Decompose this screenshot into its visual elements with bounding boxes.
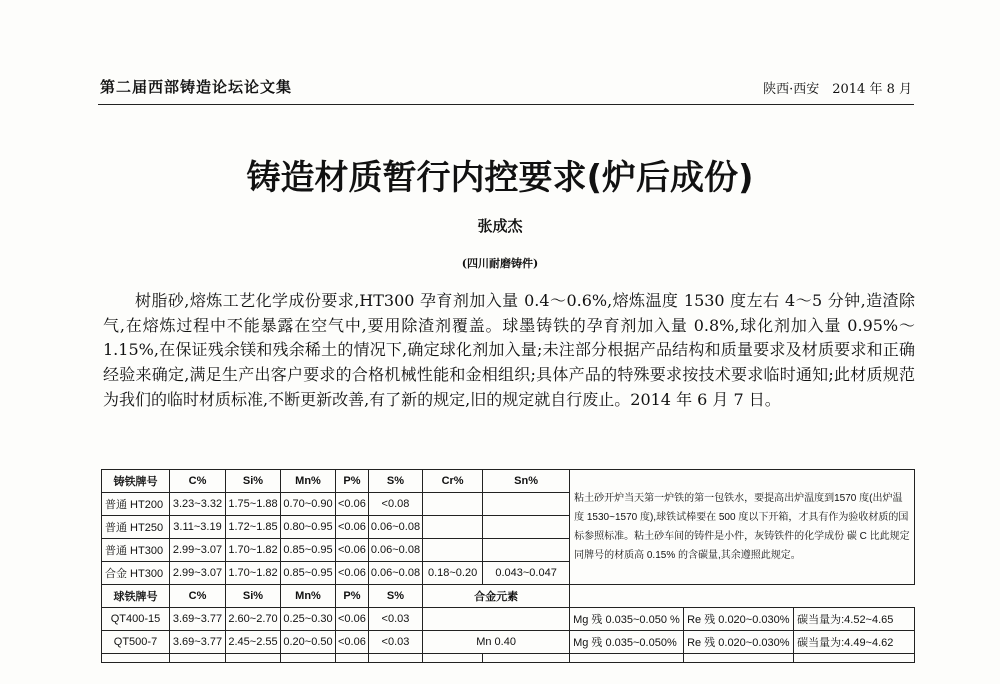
ductile-iron-grade: QT500-7 [102,631,170,654]
gray-iron-value: 2.99~3.07 [170,539,226,562]
alloy-elements [423,608,570,631]
header-rule [98,104,914,105]
cut-cell [226,654,281,663]
location-date: 陕西·西安 2014 年 8 月 [763,82,912,97]
residual-re: Re 残 0.020~0.030% [684,608,794,631]
cut-cell [368,654,422,663]
gray-iron-value: 1.70~1.82 [226,562,281,585]
gray-iron-value: <0.06 [336,516,369,539]
ductile-iron-value: 2.45~2.55 [226,631,281,654]
ductile-iron-header-cell: P% [336,585,369,608]
cut-cell [483,654,570,663]
gray-iron-value: 0.06~0.08 [368,562,422,585]
ductile-iron-value: 0.25~0.30 [281,608,336,631]
carbon-equivalent: 碳当量为:4.52~4.65 [794,608,915,631]
gray-iron-value: 1.75~1.88 [226,493,281,516]
residual-mg: Mg 残 0.035~0.050 % [570,608,684,631]
gray-iron-value [423,516,483,539]
gray-iron-value: 0.85~0.95 [281,562,336,585]
ductile-iron-header-cell: Mn% [281,585,336,608]
cut-cell [423,654,483,663]
cut-cell [170,654,226,663]
gray-iron-header-cell: Cr% [423,470,483,493]
gray-iron-value [423,539,483,562]
gray-iron-value [483,539,570,562]
gray-iron-value: 0.06~0.08 [368,539,422,562]
ductile-iron-value: 2.60~2.70 [226,608,281,631]
gray-iron-value [483,516,570,539]
gray-iron-value [423,493,483,516]
cut-cell [102,654,170,663]
ductile-iron-value: <0.03 [368,631,422,654]
ductile-iron-row [102,608,915,631]
paper-title: 铸造材质暂行内控要求(炉后成份) [246,158,754,198]
gray-iron-value: 0.70~0.90 [281,493,336,516]
cut-cell [570,654,684,663]
ductile-iron-header-cell: 合金元素 [423,585,570,608]
cut-cell [281,654,336,663]
gray-iron-header-cell: Sn% [483,470,570,493]
gray-iron-value: 3.11~3.19 [170,516,226,539]
cut-cell [684,654,794,663]
ductile-iron-header-cell: S% [368,585,422,608]
gray-iron-header-cell: S% [368,470,422,493]
gray-iron-grade: 普通 HT200 [102,493,170,516]
ductile-iron-header-cell: Si% [226,585,281,608]
gray-iron-header-cell: 铸铁牌号 [102,470,170,493]
journal-header: 第二届西部铸造论坛论文集 [100,78,293,96]
ductile-iron-header-cell: 球铁牌号 [102,585,170,608]
ductile-iron-value: <0.03 [368,608,422,631]
ductile-iron-value: 3.69~3.77 [170,631,226,654]
gray-iron-grade: 普通 HT300 [102,539,170,562]
gray-iron-value: <0.08 [368,493,422,516]
ductile-iron-row [102,631,915,654]
gray-iron-value: 1.72~1.85 [226,516,281,539]
gray-iron-value: <0.06 [336,562,369,585]
gray-iron-header-cell: Mn% [281,470,336,493]
author: 张成杰 [477,217,523,235]
gray-iron-value: 1.70~1.82 [226,539,281,562]
gray-iron-value: 0.18~0.20 [423,562,483,585]
cut-cell [336,654,369,663]
gray-iron-header-cell: Si% [226,470,281,493]
carbon-equivalent: 碳当量为:4.49~4.62 [794,631,915,654]
ductile-iron-header-row [102,585,915,608]
gray-iron-value: 3.23~3.32 [170,493,226,516]
body-paragraph: 树脂砂,熔炼工艺化学成份要求,HT300 孕育剂加入量 0.4～0.6%,熔炼温度 1530 度左右 4～5 分钟,造渣除气,在熔炼过程中不能暴露在空气中,要用除渣剂覆盖。球墨铸铁的孕育剂加入量 0.8%,球化剂加入量 0.95%～1.15%,在保证残余镁和残余稀土的情况下,确定球化剂加入量;未注部分根据产品结构和质量要求及材质要求和正确经验来确定,满足生产出客户要求的合格机械性能和金相组织;具体产品的特殊要求按技术要求临时通知;此材质规范为我们的临时材质标准,不断更新改善,有了新的规定,旧的规定就自行废止。2014 年 6 月 7 日。 [103,291,915,409]
gray-iron-value: 0.06~0.08 [368,516,422,539]
gray-iron-grade: 普通 HT250 [102,516,170,539]
ductile-iron-value: 0.20~0.50 [281,631,336,654]
affiliation: (四川耐磨铸件) [461,257,539,270]
residual-mg: Mg 残 0.035~0.050% [570,631,684,654]
cut-cell [794,654,915,663]
ductile-iron-header-cell: C% [170,585,226,608]
alloy-elements: Mn 0.40 [423,631,570,654]
residual-re: Re 残 0.020~0.030% [684,631,794,654]
gray-iron-value: <0.06 [336,493,369,516]
gray-iron-header-cell: C% [170,470,226,493]
gray-iron-value: 0.85~0.95 [281,539,336,562]
ductile-iron-grade: QT400-15 [102,608,170,631]
gray-iron-header-cell: P% [336,470,369,493]
gray-iron-value: 2.99~3.07 [170,562,226,585]
ductile-iron-row-cut [102,654,915,663]
ductile-iron-value: <0.06 [336,608,369,631]
gray-iron-value [483,493,570,516]
ductile-iron-value: 3.69~3.77 [170,608,226,631]
gray-iron-header-row [102,470,915,493]
gray-iron-value: 0.043~0.047 [483,562,570,585]
material-spec-table [101,469,915,663]
clay-sand-note: 粘土砂开炉当天第一炉铁的第一包铁水，要提高出炉温度到1570 度(出炉温度 1530~1570 度),球铁试棒要在 500 度以下开箱，才具有作为验收材质的国标参照标准。粘土砂车间的铸件是小件，灰铸铁件的化学成份 碳 C 比此规定同牌号的材质高 0.15% 的含碳量,其余遵照此规定。 [570,470,915,585]
ductile-iron-value: <0.06 [336,631,369,654]
gray-iron-value: 0.80~0.95 [281,516,336,539]
gray-iron-grade: 合金 HT300 [102,562,170,585]
gray-iron-value: <0.06 [336,539,369,562]
